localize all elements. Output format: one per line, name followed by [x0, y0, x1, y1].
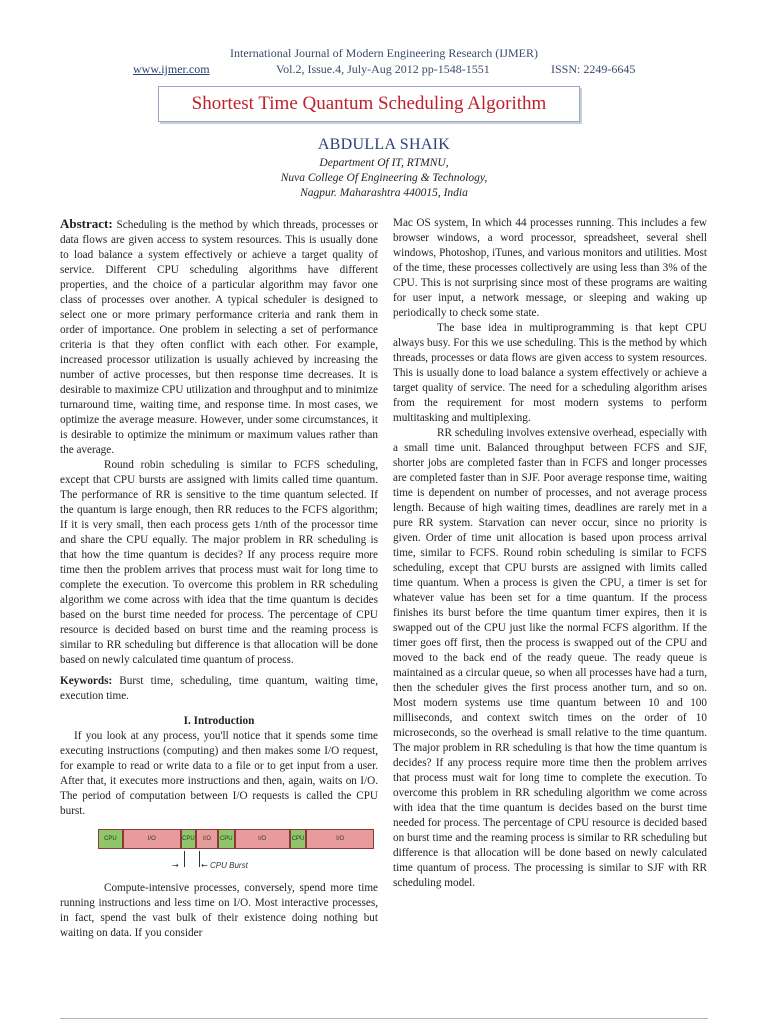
keywords — [60, 674, 378, 704]
figure-caption: CPU Burst — [210, 861, 248, 870]
body-paragraph: Mac OS system, In which 44 processes running. This includes a few browser windows, a word processor, spreadsheet, several shell windows, Photoshop, iTunes, and various monitors and utilities. Most of the time, these processes collectively are using less than 3% of the CPU. This is not surprising since most of these programs are waiting for user input, a network message, or sleeping and waking up periodically to check some state. — [393, 217, 707, 319]
cpu-burst-figure — [60, 825, 378, 881]
right-column — [393, 216, 707, 891]
author-name: ABDULLA SHAIK — [317, 136, 451, 153]
abstract-label: Abstract: — [60, 216, 113, 231]
abstract-text: Scheduling is the method by which threads, processes or data flows are given access to system resources. This is usually done to load balance a system effectively or achieve a target quality of service. Different CPU scheduling algorithms have different properties, and the choice of a particular algorithm may favor one class of processes over another. A typical scheduler is designed to select one or more primary performance criteria and rank them in order of importance. One problem in selecting a set of performance criteria is that they often conflict with each other. For example, increased processor utilization is usually achieved by increasing the number of active processes, but then response time decreases. It is desirable to maximize CPU utilization and throughput and to minimize turnaround time, waiting time, and response time. In most cases, we optimize the average measure. However, under some circumstances, it is desirable to optimize the minimum or maximum values rather than the average. — [60, 219, 378, 456]
keywords-text: Burst time, scheduling, time quantum, waiting time, execution time. — [60, 675, 378, 702]
body-paragraph: RR scheduling involves extensive overhead, especially with a small time unit. Balanced throughput between FCFS and SJF, shorter jobs are completed faster than in FCFS and longer processes are completed faster than in SJF. Poor average response time, waiting time is dependent on number of processes, and not average process length. Because of high waiting times, deadlines are rarely met in a pure RR system. Starvation can never occur, since no priority is given. Order of time unit allocation is based upon process arrival time, similar to FCFS. Round robin scheduling is similar to FCFS scheduling, except that CPU bursts are assigned with limits called time quantum. When a process is given the CPU, a timer is set for whatever value has been set for a time quantum. If the process finishes its burst before the time quantum timer expires, then it is swapped out of the CPU just like the normal FCFS algorithm. If the timer goes off first, then the process is swapped out of the CPU and moved to the back end of the ready queue. The ready queue is maintained as a circular queue, so when all processes have had a turn, then the scheduler gives the first process another turn, and so on. Most modern systems use time quantum between 10 and 100 milliseconds, and context switch times on the order of 10 microseconds, so the overhead is small relative to the time quantum. The major problem in RR scheduling is that how the time quantum is decides? If any process require more time then the problem arrives that process must wait for long time to complete the execution. To overcome this problem in RR scheduling algorithm we come across with idea that the time quantum is decides based on the burst time needed for process. The percentage of CPU resource is decided based on burst time and the reaming process is similar to RR scheduling but difference is that allocation will be done based on newly calculated time quantum of process. The processing is similar to SJF with RR scheduling model. — [393, 427, 707, 889]
io-segment: I/O — [235, 829, 290, 849]
io-segment: I/O — [306, 829, 374, 849]
affiliation-line: Department Of IT, RTMNU, — [319, 157, 449, 169]
arrow-right-icon: → — [172, 861, 179, 870]
footer-divider — [60, 1018, 708, 1019]
burst-marker-right — [199, 851, 200, 867]
intro-paragraph-2: Compute-intensive processes, conversely, spend more time running instructions and less time on I/O. Most interactive processes, in fact, spend the vast bulk of their existence doing nothing but waiting on data. If you consider — [60, 882, 378, 939]
burst-timeline — [98, 829, 374, 849]
burst-marker-left — [184, 851, 185, 867]
journal-name: International Journal of Modern Engineering Research (IJMER) — [230, 46, 538, 60]
cpu-segment: CPU — [218, 829, 235, 849]
cpu-segment: CPU — [181, 829, 196, 849]
intro-paragraph: If you look at any process, you'll notice that it spends some time executing instructions (computing) and then makes some I/O request, for example to read or write data to a file or to get input from a user. After that, it executes more instructions and then, again, waits on I/O. The period of computation between I/O requests is called the CPU burst. — [60, 730, 378, 817]
abstract-paragraph-2: Round robin scheduling is similar to FCFS scheduling, except that CPU bursts are assigned with limits called time quantum. The performance of RR is sensitive to the time quantum selected. If the quantum is large enough, then RR reduces to the FCFS algorithm; If it is very small, then each process gets 1/nth of the processor time and share the CPU equally. The major problem in RR scheduling is that how the time quantum is decides? If any process require more time then the problem arrives that process must wait for long time to complete the execution. To overcome this problem in RR scheduling algorithm we come across with idea that the time quantum is decides based on the burst time needed for process. The percentage of CPU resource is decided based on burst time and the reaming process is similar to RR scheduling but difference is that allocation will be done based on newly calculated time quantum of process. — [60, 459, 378, 666]
cpu-segment: CPU — [290, 829, 307, 849]
keywords-label: Keywords: — [60, 675, 113, 687]
paper-title: Shortest Time Quantum Scheduling Algorithm — [158, 86, 580, 122]
abstract-paragraph — [60, 216, 378, 458]
io-segment: I/O — [123, 829, 181, 849]
left-column — [60, 216, 378, 941]
body-paragraph: The base idea in multiprogramming is that kept CPU always busy. For this we use scheduling. This is the method by which threads, processes or data flows are given access to system resources. This is usually done to load balance a system effectively or achieve a target quality of service. The need for a scheduling algorithm arises from the requirement for most modern systems to perform multitasking and multiplexing. — [393, 322, 707, 424]
journal-url-link[interactable]: www.ijmer.com — [133, 62, 210, 76]
io-segment: I/O — [196, 829, 218, 849]
affiliation-line: Nuva College Of Engineering & Technology, — [280, 172, 488, 184]
affiliation-line: Nagpur. Maharashtra 440015, India — [300, 187, 468, 199]
section-heading: I. Introduction — [183, 715, 255, 727]
cpu-segment: CPU — [98, 829, 123, 849]
arrow-left-icon: ← — [201, 861, 208, 870]
volume-info: Vol.2, Issue.4, July-Aug 2012 pp-1548-1551 — [276, 62, 490, 76]
issn: ISSN: 2249-6645 — [551, 62, 636, 76]
